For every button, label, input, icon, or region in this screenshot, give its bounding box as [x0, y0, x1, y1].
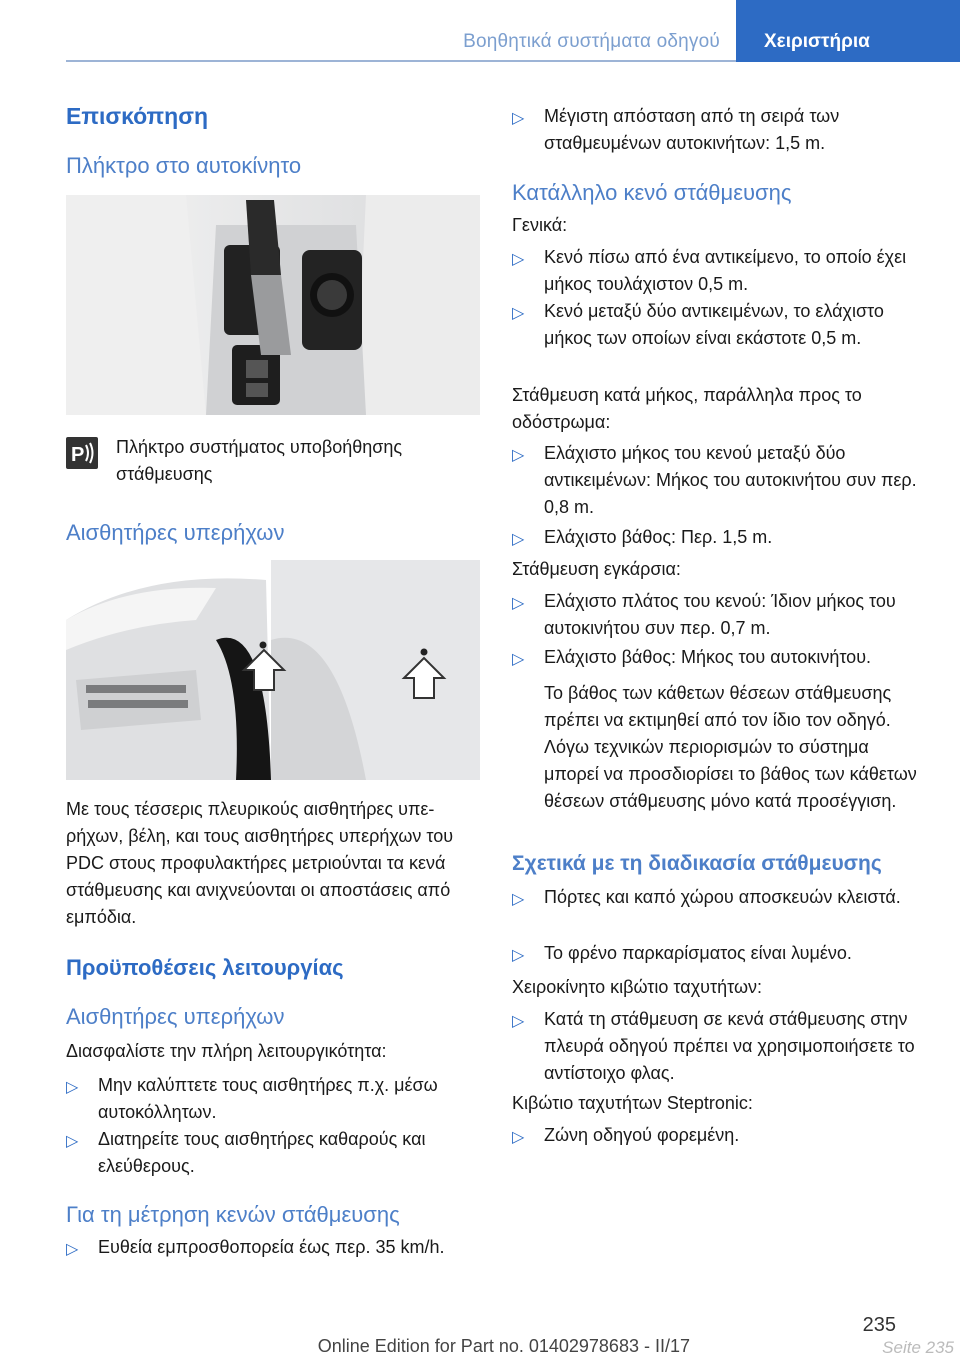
list-item	[512, 940, 922, 967]
bullet-triangle-icon: ▷	[66, 1241, 79, 1258]
header-rule	[66, 0, 736, 62]
list-item-text: Κατά τη στάθμευση σε κενά στάθμευσης στην πλευρά οδηγού πρέπει να χρησιμοποιήσετε το αντίστοιχο φλας.	[544, 1009, 915, 1083]
list-item	[512, 1006, 922, 1087]
page-header	[0, 0, 960, 62]
list-item	[512, 588, 922, 642]
site-watermark: Seite 235	[882, 1338, 954, 1357]
tab-controls-label: Χειριστήρια	[764, 31, 870, 52]
tab-controls[interactable]	[736, 0, 960, 62]
list-item	[512, 524, 922, 551]
list-item-text: Ελάχιστο μήκος του κενού μεταξύ δύο αντικειμένων: Μήκος του αυτοκινήτου συν περ. 0,8 m.	[544, 443, 917, 517]
list-item-text: Πόρτες και καπό χώρου αποσκευών κλειστά.	[544, 887, 901, 907]
sensors-description: Με τους τέσσερις πλευρικούς αισθητήρες υπερήχων, βέλη, και τους αισθητήρες υπερήχων του PDC στους προφυλακτήρες μετριούνται τα κενά στάθμευσης και ανιχνεύονται οι αποστάσεις από εμπόδια.	[66, 799, 454, 927]
bullet-triangle-icon: ▷	[512, 595, 525, 612]
list-item	[66, 1072, 480, 1126]
bullet-triangle-icon: ▷	[66, 1079, 79, 1096]
list-item-text: Διατηρείτε τους αισθητήρες καθαρούς και ελεύθερους.	[98, 1129, 426, 1176]
list-item-text: Ελάχιστο πλάτος του κενού: Ίδιον μήκος του αυτοκινήτου συν περ. 0,7 m.	[544, 591, 896, 638]
svg-text:P: P	[71, 444, 85, 466]
bullet-triangle-icon: ▷	[512, 305, 525, 322]
list-item	[512, 298, 922, 352]
list-item	[512, 644, 922, 671]
subheading-sensors-2: Αισθητήρες υπερήχων	[66, 1004, 285, 1029]
subheading-button: Πλήκτρο στο αυτοκίνητο	[66, 153, 302, 178]
bullet-triangle-icon: ▷	[512, 110, 525, 127]
edition-note: Online Edition for Part no. 01402978683 - II/17	[317, 1336, 690, 1356]
list-item-text: Μην καλύπτετε τους αισθητήρες π.χ. μέσω αυτοκόλλητων.	[98, 1075, 438, 1122]
list-item-text: Ελάχιστο βάθος: Περ. 1,5 m.	[544, 527, 773, 547]
bullet-triangle-icon: ▷	[512, 531, 525, 548]
manual-gearbox-label: Χειροκίνητο κιβώτιο ταχυτήτων:	[512, 977, 763, 997]
list-item	[512, 884, 922, 911]
bullet-triangle-icon: ▷	[512, 447, 525, 464]
section-link[interactable]: Βοηθητικά συστήματα οδηγού	[463, 31, 720, 52]
list-item	[512, 103, 922, 157]
list-item-text: Κενό πίσω από ένα αντικείμενο, το οποίο έχει μήκος τουλάχιστον 0,5 m.	[544, 247, 907, 294]
perpendicular-label: Στάθμευση εγκάρσια:	[512, 559, 681, 579]
list-item	[66, 1126, 480, 1180]
list-item-text: Ελάχιστο βάθος: Μήκος του αυτοκινήτου.	[544, 647, 872, 667]
list-item	[512, 244, 922, 298]
bullet-triangle-icon: ▷	[66, 1133, 79, 1150]
heading-parking-procedure: Σχετικά με τη διαδικασία στάθμευσης	[512, 852, 882, 875]
subheading-suitable-gap: Κατάλληλο κενό στάθμευσης	[512, 180, 792, 205]
list-item-text: Το φρένο παρκαρίσματος είναι λυμένο.	[544, 943, 852, 963]
console-photo	[66, 195, 480, 415]
list-item	[512, 1122, 922, 1149]
list-item-text: Ζώνη οδηγού φορεμένη.	[544, 1125, 740, 1145]
bullet-triangle-icon: ▷	[512, 947, 525, 964]
general-label: Γενικά:	[512, 215, 568, 235]
parking-assist-icon	[66, 437, 98, 469]
bullet-triangle-icon: ▷	[512, 251, 525, 268]
ensure-text: Διασφαλίστε την πλήρη λειτουργικότητα:	[66, 1041, 387, 1061]
depth-note: Το βάθος των κάθετων θέσεων στάθμευσης πρέπει να εκτιμηθεί από τον ίδιο τον οδηγό. Λόγω τεχνικών περιορισμών το σύστημα μπορεί να προσδιορίσει το βάθος των κάθετων θέσεων στάθμευσης μόνο κατά προσέγγιση.	[544, 683, 917, 811]
list-item-text: Μέγιστη απόσταση από τη σειρά των σταθμευμένων αυτοκινήτων: 1,5 m.	[544, 106, 840, 153]
heading-prerequisites: Προϋποθέσεις λειτουργίας	[66, 955, 344, 980]
heading-overview: Επισκόπηση	[66, 103, 208, 129]
list-item	[66, 1234, 486, 1261]
bullet-triangle-icon: ▷	[512, 651, 525, 668]
subheading-measure: Για τη μέτρηση κενών στάθμευσης	[66, 1202, 400, 1227]
subheading-sensors: Αισθητήρες υπερήχων	[66, 520, 285, 545]
parallel-label: Στάθμευση κατά μήκος, παράλληλα προς το οδόστρωμα:	[512, 385, 862, 432]
bullet-triangle-icon: ▷	[512, 891, 525, 908]
page-number: 235	[862, 1314, 896, 1336]
list-item	[512, 440, 922, 521]
list-item-text: Ευθεία εμπροσθοπορεία έως περ. 35 km/h.	[98, 1237, 445, 1257]
car-sensors-photo	[66, 560, 480, 780]
button-caption: Πλήκτρο συστήματος υποβοήθησης στάθμευσης	[116, 437, 403, 484]
bullet-triangle-icon: ▷	[512, 1129, 525, 1146]
list-item-text: Κενό μεταξύ δύο αντικειμένων, το ελάχιστο μήκος των οποίων είναι εκάστοτε 0,5 m.	[544, 301, 884, 348]
steptronic-label: Κιβώτιο ταχυτήτων Steptronic:	[512, 1093, 753, 1113]
bullet-triangle-icon: ▷	[512, 1013, 525, 1030]
